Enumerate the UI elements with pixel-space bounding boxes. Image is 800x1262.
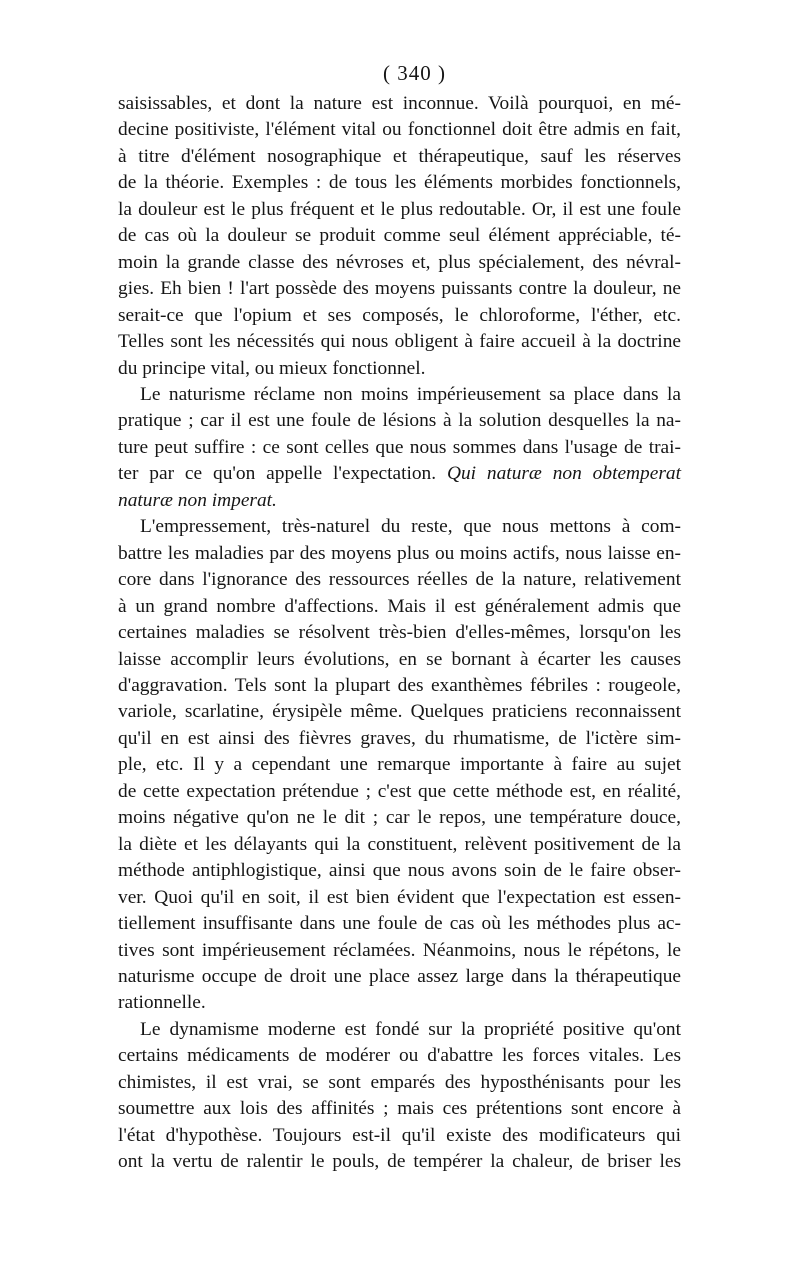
text-line: certaines maladies se résolvent très-bien d'elles-mêmes, lorsqu'on les	[118, 622, 681, 644]
text-line: ture peut suffire : ce sont celles que nous sommes dans l'usage de trai-	[118, 436, 681, 458]
page-number: ( 340 )	[383, 61, 446, 85]
text-line: la douleur est le plus fréquent et le plus redoutable. Or, il est une foule	[118, 198, 681, 220]
text-line: Telles sont les nécessités qui nous obligent à faire accueil à la doctrine	[118, 331, 681, 353]
text-line: certains médicaments de modérer ou d'abattre les forces vitales. Les	[118, 1045, 681, 1067]
text-line: du principe vital, ou mieux fonctionnel.	[118, 357, 426, 379]
text-line: variole, scarlatine, érysipèle même. Quelques praticiens reconnaissent	[118, 701, 681, 723]
text-line: ver. Quoi qu'il en soit, il est bien évident que l'expectation est essen-	[118, 886, 681, 908]
paragraph-2	[118, 382, 681, 514]
text-line: decine positiviste, l'élément vital ou fonctionnel doit être admis en fait,	[118, 119, 681, 141]
text-line: laisse accomplir leurs évolutions, en se bornant à écarter les causes	[118, 648, 681, 670]
paragraph-1	[118, 91, 681, 382]
text-line: battre les maladies par des moyens plus ou moins actifs, nous laisse en-	[118, 542, 681, 564]
text-line: ple, etc. Il y a cependant une remarque importante à faire au sujet	[118, 754, 681, 776]
text-line: la diète et les délayants qui la constituent, relèvent positivement de la	[118, 833, 681, 855]
text-line: core dans l'ignorance des ressources réelles de la nature, relativement	[118, 569, 681, 591]
latin-quote-end: naturæ non imperat.	[118, 489, 277, 511]
text-line: de cette expectation prétendue ; c'est que cette méthode est, en réalité,	[118, 780, 681, 802]
text-line: saisissables, et dont la nature est inconnue. Voilà pourquoi, en mé-	[118, 93, 681, 114]
text-line: moin la grande classe des névroses et, plus spécialement, des névral-	[118, 251, 681, 273]
text-line: à un grand nombre d'affections. Mais il est généralement admis que	[118, 595, 681, 617]
text-line: l'état d'hypothèse. Toujours est-il qu'il existe des modificateurs qui	[118, 1124, 681, 1146]
text-line: méthode antiphlogistique, ainsi que nous avons soin de le faire obser-	[118, 860, 681, 882]
text-line: tiellement insuffisante dans une foule de cas où les méthodes plus ac-	[118, 913, 681, 935]
text-line: d'aggravation. Tels sont la plupart des exanthèmes fébriles : rougeole,	[118, 674, 681, 696]
text-line: de cas où la douleur se produit comme seul élément appréciable, té-	[118, 225, 681, 247]
text-line: Le naturisme réclame non moins impérieusement sa place dans la	[140, 383, 681, 405]
text-line: rationnelle.	[118, 992, 206, 1014]
text-line: de la théorie. Exemples : de tous les éléments morbides fonctionnels,	[118, 172, 681, 194]
text-line: à titre d'élément nosographique et thérapeutique, sauf les réserves	[118, 145, 681, 167]
text-line: gies. Eh bien ! l'art possède des moyens puissants contre la douleur, ne	[118, 278, 681, 300]
text-line: tives sont impérieusement réclamées. Néanmoins, nous le répétons, le	[118, 939, 681, 961]
latin-quote: Qui naturæ non obtemperat	[446, 463, 681, 485]
text-line: Le dynamisme moderne est fondé sur la propriété positive qu'ont	[140, 1018, 681, 1040]
text-line: naturisme occupe de droit une place assez large dans la thérapeutique	[118, 965, 681, 987]
text-line: ont la vertu de ralentir le pouls, de tempérer la chaleur, de briser les	[118, 1151, 681, 1173]
text-line: pratique ; car il est une foule de lésions à la solution desquelles la na-	[118, 410, 681, 432]
text-segment: ter par ce qu'on appelle l'expectation.	[118, 463, 437, 485]
text-line: qu'il en est ainsi des fièvres graves, du rhumatisme, de l'ictère sim-	[118, 727, 681, 749]
text-line: L'empressement, très-naturel du reste, que nous mettons à com-	[140, 516, 681, 538]
text-line: chimistes, il est vrai, se sont emparés des hyposthénisants pour les	[118, 1071, 681, 1093]
paragraph-3	[118, 514, 681, 1017]
text-line: soumettre aux lois des affinités ; mais ces prétentions sont encore à	[118, 1098, 681, 1120]
text-line: serait-ce que l'opium et ses composés, le chloroforme, l'éther, etc.	[118, 304, 681, 326]
book-page	[118, 58, 681, 1176]
text-line: moins négative qu'on ne le dit ; car le repos, une température douce,	[118, 807, 681, 829]
paragraph-4	[118, 1017, 681, 1176]
text-line-with-latin-quote	[118, 461, 681, 487]
